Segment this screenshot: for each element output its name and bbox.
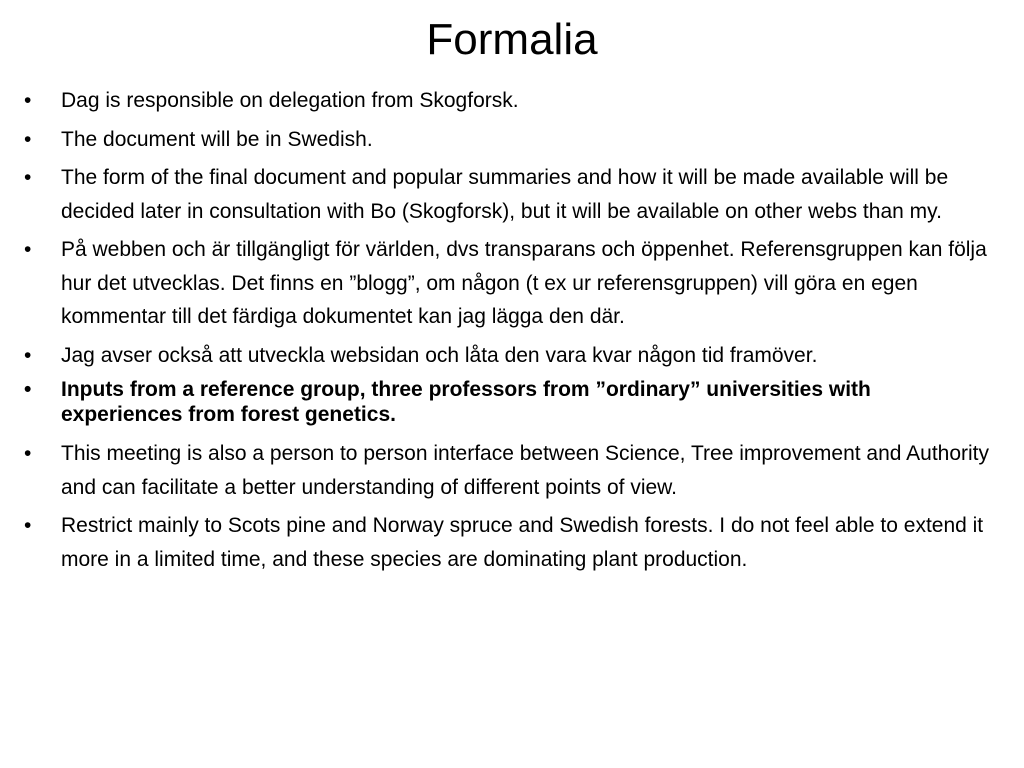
bullet-item-bold: [24, 377, 996, 427]
bullet-glyph: •: [24, 442, 32, 465]
bullet-item: [24, 509, 996, 576]
bullet-glyph: •: [24, 127, 32, 151]
bullet-item: [24, 84, 996, 118]
slide-title: Formalia: [426, 15, 598, 64]
bullet-text: The document will be in Swedish.: [61, 127, 373, 151]
bullet-text: This meeting is also a person to person interface between Science, Tree improvement and Authority and can facilitate a better understanding of different points of view.: [61, 442, 989, 499]
bullet-item: [24, 339, 996, 373]
bullet-item: [24, 123, 996, 157]
bullet-item: [24, 233, 996, 334]
bullet-text: Jag avser också att utveckla websidan och låta den vara kvar någon tid framöver.: [61, 343, 818, 367]
bullet-item: [24, 161, 996, 228]
bullet-glyph: •: [24, 514, 32, 537]
bullet-glyph: •: [24, 89, 32, 112]
bullet-glyph: •: [24, 238, 32, 261]
bullet-text: Inputs from a reference group, three professors from ”ordinary” universities with experiences from forest genetics.: [61, 378, 871, 426]
bullet-text: The form of the final document and popular summaries and how it will be made available will be decided later in consultation with Bo (Skogforsk), but it will be available on other webs than my.: [61, 166, 949, 223]
bullet-text: Dag is responsible on delegation from Skogforsk.: [61, 89, 519, 112]
bullet-item: [24, 437, 996, 504]
bullet-text: Restrict mainly to Scots pine and Norway spruce and Swedish forests. I do not feel able to extend it more in a limited time, and these species are dominating plant production.: [61, 514, 984, 571]
bullet-glyph: •: [24, 378, 32, 401]
bullet-list: [24, 84, 996, 581]
bullet-glyph: •: [24, 343, 32, 367]
bullet-glyph: •: [24, 166, 32, 189]
bullet-text: På webben och är tillgängligt för världen, dvs transparans och öppenhet. Referensgruppen kan följa hur det utvecklas. Det finns en ”blogg”, om någon (t ex ur referensgruppen) vill göra en egen kommentar till det färdiga dokumentet kan jag lägga den där.: [61, 238, 987, 328]
